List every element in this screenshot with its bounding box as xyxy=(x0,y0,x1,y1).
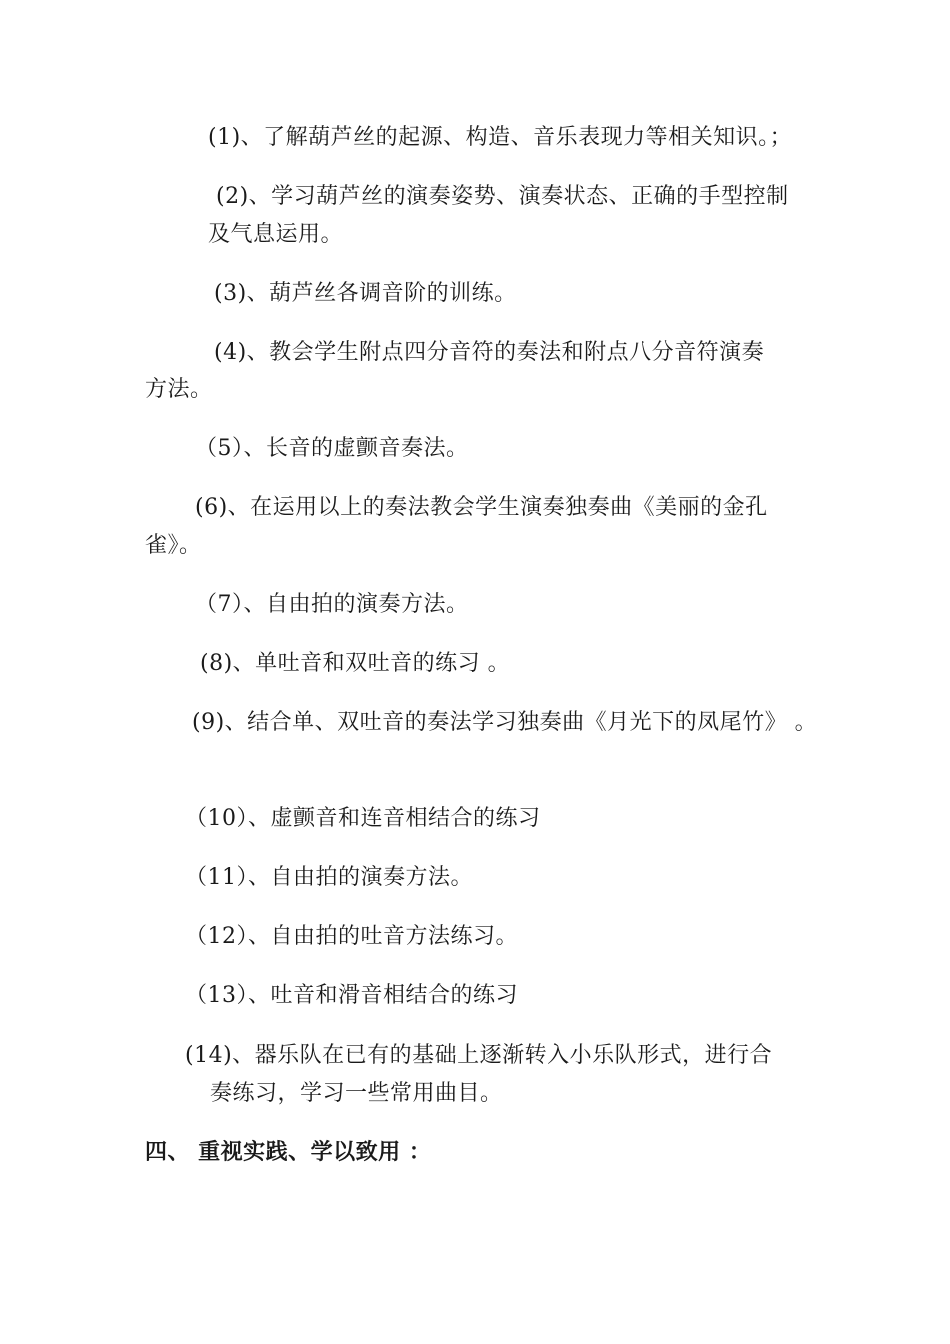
list-item: （7）、自由拍的演奏方法。 xyxy=(195,592,469,617)
list-item-continuation: 方法。 xyxy=(145,377,213,402)
list-item: (14)、器乐队在已有的基础上逐渐转入小乐队形式，进行合 xyxy=(185,1043,773,1068)
list-item: (4)、教会学生附点四分音符的奏法和附点八分音符演奏 xyxy=(214,340,765,365)
list-item: (1)、了解葫芦丝的起源、构造、音乐表现力等相关知识。； xyxy=(208,125,793,150)
list-item: （5）、长音的虚颤音奏法。 xyxy=(195,436,469,461)
list-item: （12）、自由拍的吐音方法练习。 xyxy=(185,924,518,949)
list-item-continuation: 雀》。 xyxy=(145,533,202,558)
section-heading: 四、 重视实践、学以致用 ： xyxy=(145,1140,432,1165)
list-item: (8)、单吐音和双吐音的练习 。 xyxy=(200,651,511,676)
list-item: （10）、虚颤音和连音相结合的练习 xyxy=(185,806,541,831)
list-item: (6)、在运用以上的奏法教会学生演奏独奏曲《美丽的金孔 xyxy=(195,495,768,520)
list-item: (9)、结合单、双吐音的奏法学习独奏曲《月光下的凤尾竹》 。 xyxy=(192,710,818,735)
list-item: (2)、学习葫芦丝的演奏姿势、演奏状态、正确的手型控制 xyxy=(216,184,789,209)
list-item-continuation: 及气息运用。 xyxy=(208,222,344,247)
list-item-continuation: 奏练习，学习一些常用曲目。 xyxy=(210,1081,503,1106)
list-item: (3)、葫芦丝各调音阶的训练。 xyxy=(214,281,517,306)
list-item: （13）、吐音和滑音相结合的练习 xyxy=(185,983,518,1008)
list-item: （11）、自由拍的演奏方法。 xyxy=(185,865,473,890)
